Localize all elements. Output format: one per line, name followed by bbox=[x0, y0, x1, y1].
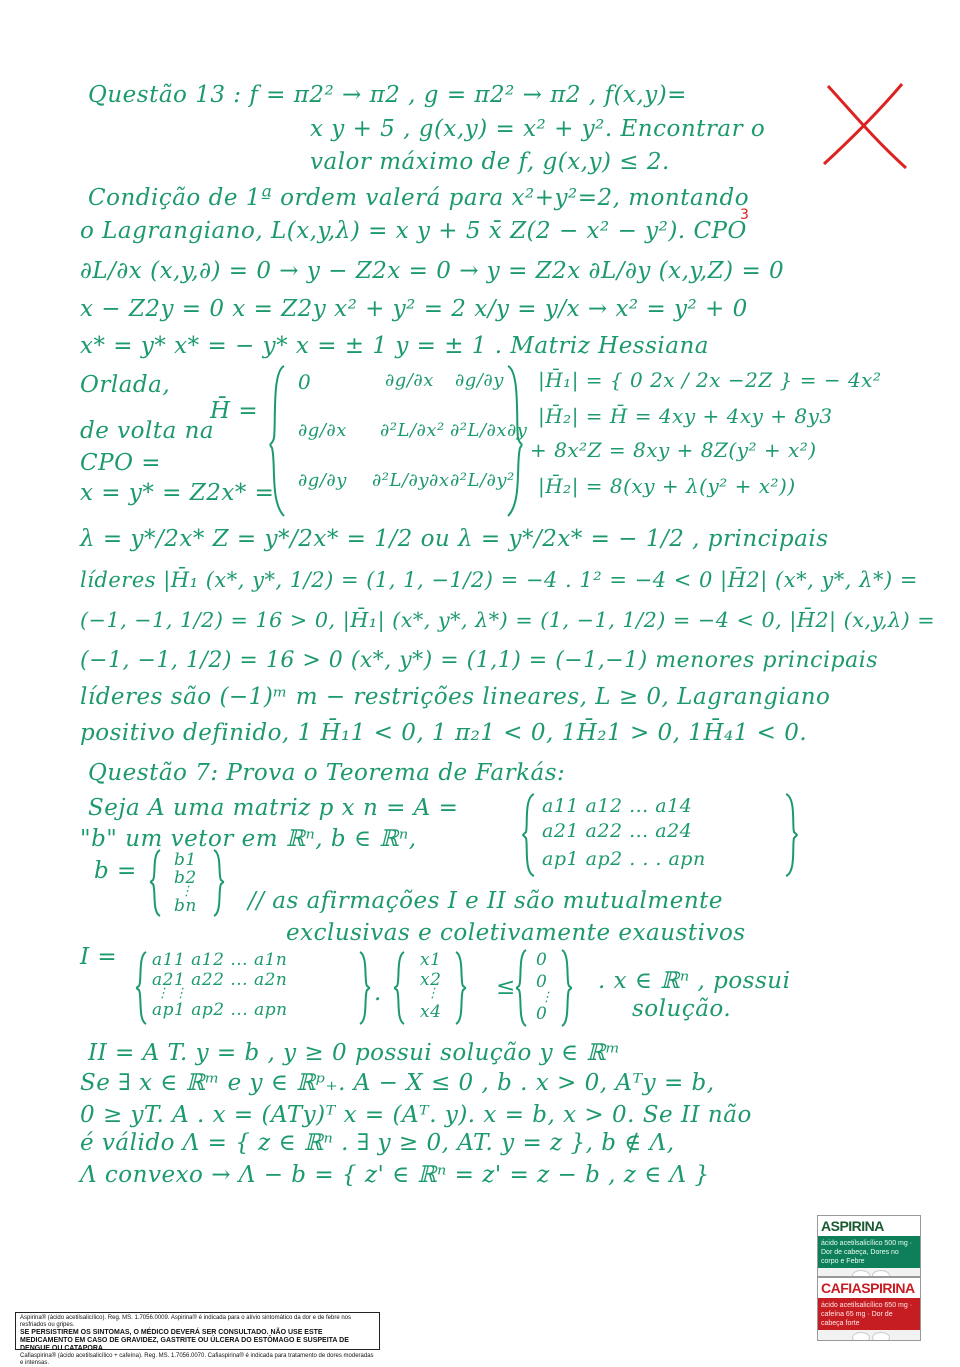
cross-mark-icon bbox=[820, 80, 910, 170]
le-symbol: ≤ bbox=[496, 974, 516, 1000]
hessian-r3c1: ∂g/∂y bbox=[298, 470, 347, 491]
vector-x-2: x2 bbox=[420, 970, 442, 990]
aspirina-box bbox=[817, 1215, 921, 1277]
cafiaspirina-box bbox=[817, 1277, 921, 1341]
line-02: x y + 5 , g(x,y) = x² + y². Encontrar o bbox=[310, 116, 766, 142]
line-10: H̄ = bbox=[210, 398, 259, 424]
matrix-a-row1: a11 a12 ... a14 bbox=[542, 795, 693, 817]
aspirina-pills bbox=[818, 1268, 920, 1277]
vector-b-4: bn bbox=[174, 896, 197, 916]
line-06: ∂L/∂x (x,y,∂) = 0 → y − Z2x = 0 → y = Z2x ∂L/∂y (x,y,Z) = 0 bbox=[80, 258, 785, 284]
line-25: exclusivas e coletivamente exaustivos bbox=[286, 920, 746, 946]
matrix-a-row3: ap1 ap2 . . . apn bbox=[542, 848, 706, 870]
line-24: // as afirmações I e II são mutualmente bbox=[248, 888, 723, 914]
aspirina-description: ácido acetilsalicílico 500 mg · Dor de cabeça, Dores no corpo e Febre bbox=[818, 1236, 920, 1268]
hessian-r1c3: ∂g/∂y bbox=[455, 370, 504, 391]
line-21: Seja A uma matriz p x n = A = bbox=[88, 795, 459, 821]
vector-b-1: b1 bbox=[174, 850, 197, 870]
line-12: CPO = bbox=[80, 450, 162, 476]
matrix-i-row1: a11 a12 ... a1n bbox=[152, 950, 288, 970]
line-04: Condição de 1ª ordem valerá para x²+y²=2, montando bbox=[88, 185, 750, 211]
line-23: b = bbox=[94, 858, 137, 884]
line-18: líderes são (−1)ᵐ m − restrições lineares, L ≥ 0, Lagrangiano bbox=[80, 684, 831, 710]
vector-zero-1: 0 bbox=[536, 950, 548, 970]
line-13: x = y* = Z2x* = bbox=[80, 480, 275, 506]
vector-b-2: b2 bbox=[174, 868, 197, 888]
hessian-side-3: + 8x²Z = 8xy + 8Z(y² + x²) bbox=[530, 438, 817, 462]
line-30: Se ∃ x ∈ ℝᵐ e y ∈ ℝᵖ₊. A − X ≤ 0 , b . x > 0, Aᵀy = b, bbox=[80, 1070, 715, 1096]
line-03: valor máximo de f, g(x,y) ≤ 2. bbox=[310, 149, 670, 175]
line-17: (−1, −1, 1/2) = 16 > 0 (x*, y*) = (1,1) = (−1,−1) menores principais bbox=[80, 648, 879, 673]
aspirina-logo: ASPIRINA bbox=[818, 1216, 920, 1236]
hessian-r3c2: ∂²L/∂y∂x bbox=[372, 470, 450, 491]
hessian-side-4: |H̄₂| = 8(xy + λ(y² + x²)) bbox=[538, 474, 796, 498]
hessian-r3c3: ∂²L/∂y² bbox=[450, 470, 515, 491]
dot-operator: . bbox=[374, 980, 382, 1006]
hessian-r2c2: ∂²L/∂x² bbox=[380, 420, 445, 441]
line-31: 0 ≥ yT. A . x = (ATy)ᵀ x = (Aᵀ. y). x = b, x > 0. Se II não bbox=[80, 1102, 752, 1128]
line-16: (−1, −1, 1/2) = 16 > 0, |H̄₁| (x*, y*, λ*) = (1, −1, 1/2) = −4 < 0, |H̄2| (x,y,λ) = bbox=[80, 608, 936, 632]
matrix-i-row2: a21 a22 ... a2n bbox=[152, 970, 288, 990]
cafiaspirina-pills bbox=[818, 1330, 920, 1341]
vector-x-1: x1 bbox=[420, 950, 442, 970]
line-28: solução. bbox=[632, 996, 732, 1022]
line-19: positivo definido, 1 H̄₁1 < 0, 1 π₂1 < 0, 1H̄₂1 > 0, 1H̄₄1 < 0. bbox=[80, 720, 808, 746]
cafiaspirina-description: ácido acetilsalicílico 650 mg · cafeína 65 mg · Dor de cabeça forte bbox=[818, 1298, 920, 1330]
pill-icon bbox=[852, 1332, 870, 1341]
line-15: líderes |H̄₁ (x*, y*, 1/2) = (1, 1, −1/2) = −4 . 1² = −4 < 0 |H̄2| (x*, y*, λ*) = bbox=[80, 568, 918, 592]
line-32: é válido Λ = { z ∈ ℝⁿ . ∃ y ≥ 0, AT. y = z }, b ∉ Λ, bbox=[80, 1130, 675, 1156]
line-22: "b" um vetor em ℝⁿ, b ∈ ℝⁿ, bbox=[80, 826, 417, 852]
warning-small-1: Aspirina® (ácido acetilsalicílico). Reg. MS. 1.7056.0009. Aspirina® é indicada para o alívio sintomático da dor e de febre nos resfriados ou gripes. bbox=[20, 1315, 352, 1328]
vector-zero-3: ⋮ bbox=[540, 990, 554, 1005]
matrix-a-row2: a21 a22 ... a24 bbox=[542, 820, 693, 842]
vector-x-4: x4 bbox=[420, 1002, 442, 1022]
vector-b-3: ⋮ bbox=[180, 884, 194, 899]
hessian-r1c1: 0 bbox=[298, 370, 312, 394]
line-09: Orlada, bbox=[80, 372, 171, 398]
warning-small-2: Cafiaspirina® (ácido acetilsalicílico + cafeína). Reg. MS. 1.7056.0070. Cafiaspirina® é indicada para tratamento de dores moderadas e intensas. bbox=[20, 1353, 374, 1366]
line-29: II = A T. y = b , y ≥ 0 possui solução y ∈ ℝᵐ bbox=[88, 1040, 621, 1066]
line-07: x − Z2y = 0 x = Z2y x² + y² = 2 x/y = y/x → x² = y² + 0 bbox=[80, 296, 748, 322]
vector-zero-2: 0 bbox=[536, 972, 548, 992]
hessian-side-1: |H̄₁| = { 0 2x / 2x −2Z } = − 4x² bbox=[538, 368, 882, 392]
warning-main: SE PERSISTIREM OS SINTOMAS, O MÉDICO DEVERÁ SER CONSULTADO. NÃO USE ESTE MEDICAMENTO EM CASO DE GRAVIDEZ, GASTRITE OU ÚLCERA DO ESTÔMAGO E SUSPEITA DE DENGUE OU CATAPORA. bbox=[20, 1329, 349, 1352]
line-33: Λ convexo → Λ − b = { z' ∈ ℝⁿ = z' = z − b , z ∈ Λ } bbox=[80, 1162, 710, 1188]
vector-x-3: ⋮ bbox=[426, 986, 440, 1001]
line-01: Questão 13 : f = π2² → π2 , g = π2² → π2 , f(x,y)= bbox=[88, 82, 687, 108]
pill-icon bbox=[872, 1332, 890, 1341]
pill-icon bbox=[872, 1270, 890, 1277]
medical-warning bbox=[15, 1312, 380, 1366]
correction-mark: 3 bbox=[740, 207, 749, 223]
line-14: λ = y*/2x* Z = y*/2x* = 1/2 ou λ = y*/2x* = − 1/2 , principais bbox=[80, 526, 829, 552]
line-27: . x ∈ ℝⁿ , possui bbox=[598, 968, 791, 994]
hessian-r2c1: ∂g/∂x bbox=[298, 420, 347, 441]
cafiaspirina-logo: CAFIASPIRINA bbox=[818, 1278, 920, 1298]
line-08: x* = y* x* = − y* x = ± 1 y = ± 1 . Matriz Hessiana bbox=[80, 333, 710, 359]
hessian-r2c3: ∂²L/∂x∂y bbox=[450, 420, 528, 441]
hessian-r1c2: ∂g/∂x bbox=[385, 370, 434, 391]
matrix-i-row4: ap1 ap2 ... apn bbox=[152, 1000, 288, 1020]
line-11: de volta na bbox=[80, 418, 215, 444]
matrix-i-row3: ⋮ ⋮ bbox=[156, 986, 188, 1001]
vector-zero-4: 0 bbox=[536, 1004, 548, 1024]
line-26: I = bbox=[80, 944, 118, 970]
hessian-side-2: |H̄₂| = H̄ = 4xy + 4xy + 8y3 bbox=[538, 404, 833, 428]
line-20: Questão 7: Prova o Teorema de Farkás: bbox=[88, 760, 566, 786]
line-05: o Lagrangiano, L(x,y,λ) = x y + 5 x̄ Z(2 − x² − y²). CPO bbox=[80, 218, 747, 244]
pill-icon bbox=[852, 1270, 870, 1277]
